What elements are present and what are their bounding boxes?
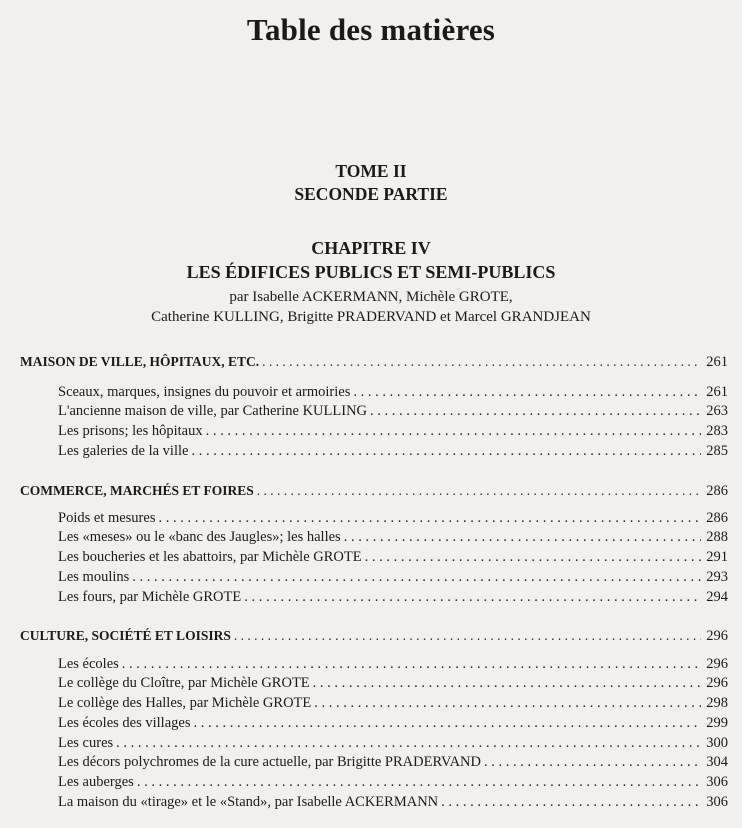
entry-page-number: 291 [706,549,728,565]
chapter-title: LES ÉDIFICES PUBLICS ET SEMI-PUBLICS [186,262,556,282]
toc-entry[interactable] [58,715,728,734]
section-page-number: 296 [706,628,728,644]
entry-label: Les «meses» ou le «banc des Jaugles»; les halles [58,529,341,545]
dot-leader [344,529,701,546]
chapter-number: CHAPITRE IV [311,238,431,258]
entry-page-number: 296 [706,675,728,691]
authors-line-2: Catherine KULLING, Brigitte PRADERVAND et Marcel GRANDJEAN [151,309,591,325]
section-page-number: 261 [706,354,728,370]
entry-label: Les fours, par Michèle GROTE [58,589,242,605]
entry-label: Le collège du Cloître, par Michèle GROTE [58,675,310,691]
dot-leader [314,695,701,712]
dot-leader [137,774,701,791]
dot-leader [262,354,701,370]
entry-page-number: 261 [706,384,728,400]
entry-page-number: 304 [706,754,728,770]
dot-leader [484,754,701,771]
section-heading-row[interactable] [20,483,728,502]
entry-page-number: 306 [706,794,728,810]
entry-page-number: 283 [706,423,728,439]
entry-label: Les décors polychromes de la cure actuelle, par Brigitte PRADERVAND [58,754,481,770]
dot-leader [122,656,701,673]
authors-line-1: par Isabelle ACKERMANN, Michèle GROTE, [229,289,513,305]
dot-leader [234,628,701,644]
toc-entry[interactable] [58,695,728,714]
section-page-number: 286 [706,483,728,499]
toc-entry[interactable] [58,589,728,608]
toc-entry[interactable] [58,656,728,675]
toc-entry[interactable] [58,529,728,548]
entry-label: La maison du «tirage» et le «Stand», par Isabelle ACKERMANN [58,794,439,810]
dot-leader [193,715,701,732]
entry-label: L'ancienne maison de ville, par Catherine KULLING [58,403,368,419]
toc-entry[interactable] [58,735,728,754]
section-heading-row[interactable] [20,354,728,373]
dot-leader [370,403,701,420]
dot-leader [257,483,701,499]
dot-leader [132,569,701,586]
dot-leader [191,443,701,460]
toc-entry[interactable] [58,443,728,462]
entry-page-number: 300 [706,735,728,751]
page-title: Table des matières [246,12,496,47]
entry-label: Les moulins [58,569,130,585]
entry-page-number: 288 [706,529,728,545]
dot-leader [441,794,701,811]
entry-page-number: 293 [706,569,728,585]
toc-entry[interactable] [58,569,728,588]
entry-label: Les cures [58,735,114,751]
dot-leader [313,675,701,692]
entry-page-number: 294 [706,589,728,605]
section-heading-row[interactable] [20,628,728,647]
toc-entry[interactable] [58,754,728,773]
chapter-heading [0,236,742,284]
entry-label: Les écoles [58,656,119,672]
dot-leader [353,384,701,401]
section-heading: MAISON DE VILLE, HÔPITAUX, ETC. [20,354,260,369]
toc-entry[interactable] [58,794,728,813]
entry-label: Les galeries de la ville [58,443,189,459]
entry-label: Les prisons; les hôpitaux [58,423,203,439]
toc-entry[interactable] [58,675,728,694]
dot-leader [158,510,701,527]
chapter-authors [0,287,742,327]
entry-label: Sceaux, marques, insignes du pouvoir et armoiries [58,384,351,400]
entry-page-number: 285 [706,443,728,459]
toc-entry[interactable] [58,403,728,422]
entry-page-number: 306 [706,774,728,790]
entry-label: Les boucheries et les abattoirs, par Michèle GROTE [58,549,362,565]
entry-label: Le collège des Halles, par Michèle GROTE [58,695,312,711]
section-heading: CULTURE, SOCIÉTÉ ET LOISIRS [20,628,231,643]
toc-entry[interactable] [58,549,728,568]
entry-page-number: 298 [706,695,728,711]
toc-entry[interactable] [58,384,728,403]
tome-heading [0,160,742,206]
entry-label: Les auberges [58,774,134,790]
dot-leader [365,549,701,566]
dot-leader [206,423,701,440]
tome-part: SECONDE PARTIE [294,184,448,204]
entry-page-number: 286 [706,510,728,526]
toc-entry[interactable] [58,774,728,793]
entry-page-number: 299 [706,715,728,731]
entry-page-number: 263 [706,403,728,419]
toc-entry[interactable] [58,423,728,442]
dot-leader [116,735,701,752]
section-heading: COMMERCE, MARCHÉS ET FOIRES [20,483,254,498]
entry-label: Les écoles des villages [58,715,191,731]
tome-number: TOME II [335,161,407,181]
toc-entry[interactable] [58,510,728,529]
entry-page-number: 296 [706,656,728,672]
dot-leader [244,589,701,606]
entry-label: Poids et mesures [58,510,156,526]
